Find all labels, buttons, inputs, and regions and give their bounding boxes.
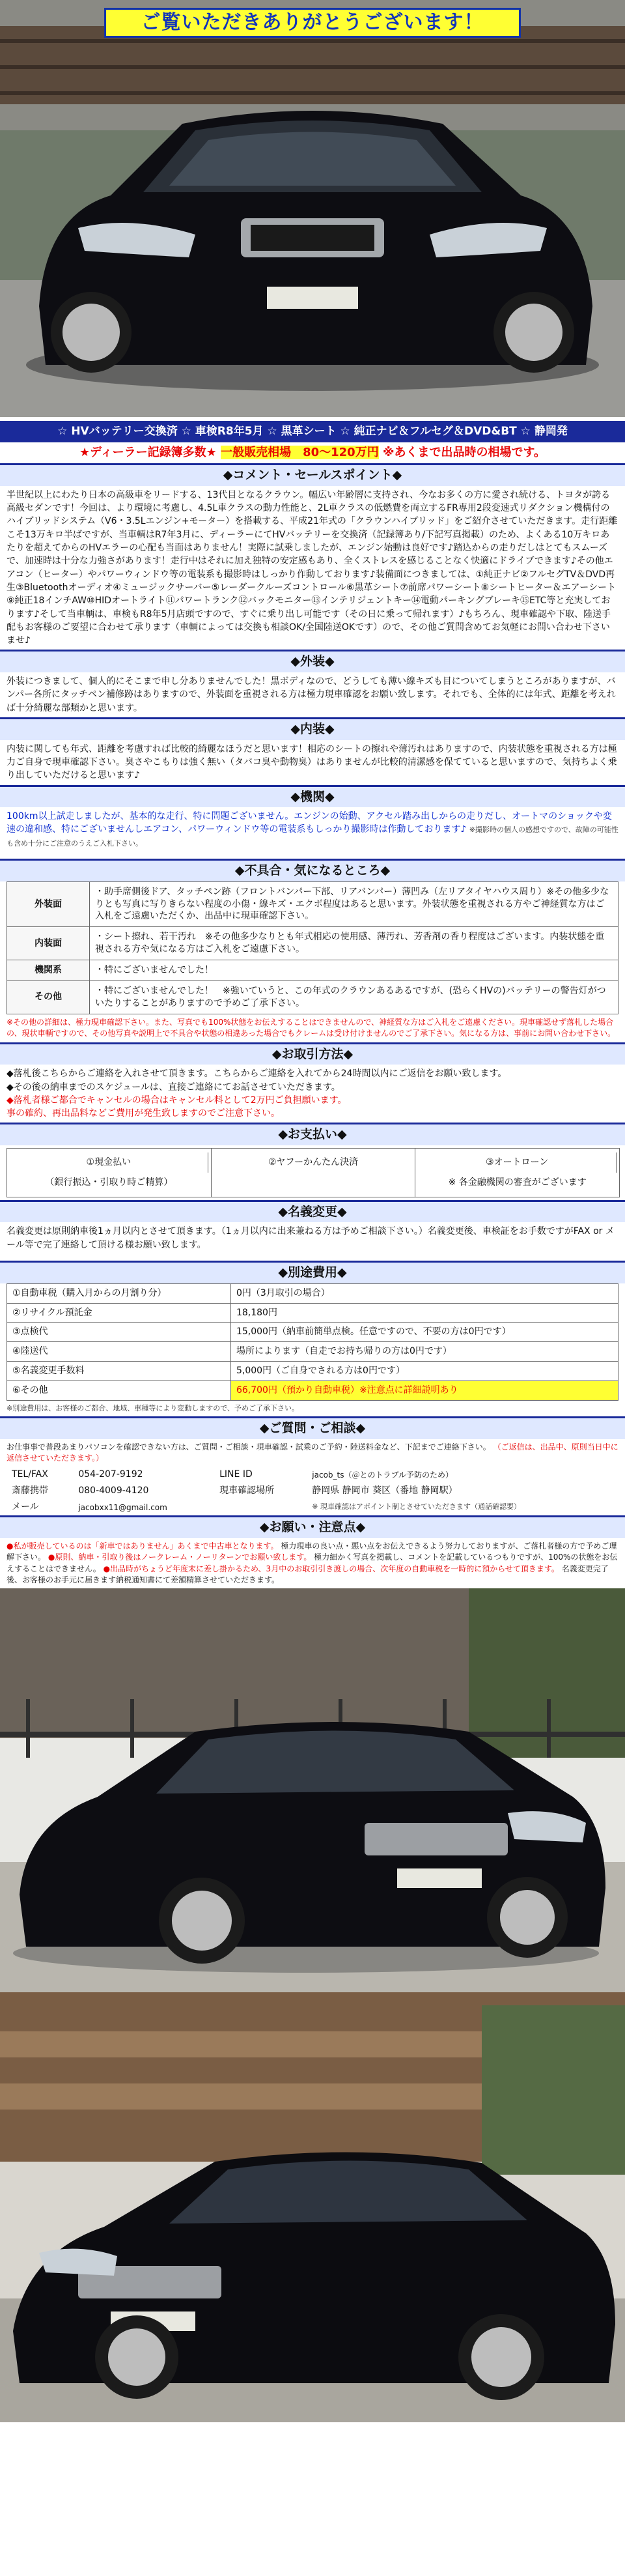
payment-option-label: ②ヤフーかんたん決済 [268,1157,359,1168]
contact-title: ◆ご質問・ご相談◆ [0,1416,625,1439]
table-row [7,1342,618,1362]
car-photo-rear-angle [0,1992,625,2422]
line-value[interactable]: jacob_ts（＠とのトラブル予防のため） [312,1470,454,1480]
thanks-banner [104,8,521,38]
delivery-block [0,1065,625,1123]
payment-option-cash [7,1149,212,1197]
notice-title: ◆お願い・注意点◆ [0,1515,625,1538]
place-note: ※ 現車確認はアポイント制とさせていただきます（通話確認要） [312,1502,521,1511]
table-row [7,1303,618,1323]
notice-text-5: ●出品時がちょうど年度末に差し掛かるため、3月中のお取引引き渡しの場合、次年度の自動車税を一時的に預からせて頂きます。 [103,1564,559,1573]
cost-label: ③点検代 [7,1323,231,1342]
mechanics-body: 100km以上試走しましたが、基本的な走行、特に問題ございません。エンジンの始動、アクセル踏み出しからの走りだし、オートマのショックや変速の違和感、特にございませんしエアコン、パワーウィンドウ等の電装系もしっかり撮影時は作動しております♪ [7,811,612,835]
defect-label: 機関系 [7,960,90,981]
notice-text-3: ●原則、納車・引取り後はノークレーム・ノーリターンでお願い致します。 [48,1553,312,1562]
notice-text-4: 極力細かく写真を掲載し、コメントを記載しているつもりですが、100%の状態をお伝えすることはできません。 [7,1553,618,1573]
mobile-value[interactable]: 080-4009-4120 [78,1485,149,1496]
delivery-text-3: ◆落札者様ご都合でキャンセルの場合はキャンセル料として2万円ご負担願います。 [7,1095,347,1106]
table-row [7,1323,618,1342]
defect-text: ・助手席側後ドア、タッチペン跡（フロントバンパー下部、リアバンパー）薄凹み（左リアタイヤハウス周り）※その他多少なりとも写真に写りきらない程度の小傷・線キズ・エクボ程度はあると思います。外装状態を重視される方やご神経質な方はご入札をご遠慮いただくか、出品中に現車確認下さい。 [90,881,618,927]
table-row [7,1483,618,1499]
payment-option-label: ③オートローン [418,1152,617,1173]
line-label: LINE ID [219,1469,253,1480]
cost-value: 15,000円（納車前簡単点検。任意ですので、不要の方は0円です） [230,1323,618,1342]
contact-table [7,1467,618,1515]
defect-text: ・特にございませんでした！ ※強いていうと、この年式のクラウンあるあるですが、(恐らくHVの)バッテリーの警告灯がついたりすることがありますので予めご了承下さい。 [90,981,618,1014]
cost-label: ⑥その他 [7,1381,231,1401]
mechanics-text [0,807,625,852]
defect-label: 外装面 [7,881,90,927]
cost-label: ⑤名義変更手数料 [7,1362,231,1381]
delivery-title: ◆お取引方法◆ [0,1042,625,1065]
comment-text: 半世紀以上にわたり日本の高級車をリードする、13代目となるクラウン。幅広い年齢層に支持され、今なお多くの方に愛され続ける、トヨタが誇る高級セダンです！今回は、より環境に考慮し、4.5L車クラスの動力性能と、2L車クラスの低燃費を両立するFR専用2段変速式リダクション機構付のハイブリッドシステム（V6・3.5Lエンジン+モーター）を搭載する、平成21年式の「クラウンハイブリッド」をご紹介させていただきます。走行距離こそ13万キロ半ばですが、当車輌はR7年3月に、ディーラーにてHVバッテリーを交換済（記録簿あり/下記写真掲載）のため、よくある10万キロあたりを超えてからのHVエラーの心配も当面はありません！実際に試乗しましたが、エンジン始動は良好です♪踏込からの走りだしはとてもスムーズで、加速時は十分な力強さがあります！走行中はそれに加え独特の安定感もあり、全くストレスを感じることなく快適にドライブできます♪その他エアコン（ヒーター）やパワーウィンドウ等の電装系も撮影時はしっかり作動しております♪装備面につきましては、①純正ナビ②フルセグTV＆DVD再生③Bluetoothオーディオ④ミュージックサーバー⑤レーダークルーズコントロール⑥黒革シート⑦前席パワーシート⑧シートヒーター＆エアーシート⑨純正18インチAW⑩HIDオートライト⑪パワートランク⑫バックモニター⑬インテリジェントキー⑭電動パーキングブレーキ⑮ETC等と充実しております♪そして当車輌は、車検もR8年5月店頭ですので、すぐに乗り出し可能です（その日に乗って帰れます）♪もちろん、現車確認や下取、陸送手配もお客様のご要望に合わせて承ります（車輌によっては交換も相談OK/全国陸送OKです）ので、その他ご質問含めてお気軽にお問い合わせ下さいませ♪ [7,489,618,646]
notice-text-6: 名義変更完了後、お客様のお手元に届きます納税通知書にて差額精算させていただきます。 [7,1564,609,1584]
defect-text: ・シート擦れ、若干汚れ ※その他多少なりとも年式相応の使用感、薄汚れ、芳香剤の香り程度はございます。内装状態を重視される方や気になる方はご入札をご遠慮下さい。 [90,927,618,960]
defect-label: 内装面 [7,927,90,960]
notice-text-1: ●私が販売しているのは「新車ではありません」あくまで中古車となります。 [7,1541,279,1551]
defects-table [7,881,618,1014]
payment-option-label: ①現金払い [10,1152,208,1173]
table-row [7,881,618,927]
notice-block [0,1538,625,1589]
exterior-title: ◆外装◆ [0,650,625,672]
costs-table [7,1283,618,1401]
table-row [7,981,618,1014]
table-row [7,1381,618,1401]
defect-label: その他 [7,981,90,1014]
contact-lead-text: お仕事事で普段あまりパソコンを確認できない方は、ご質問・ご相談・現車確認・試乗のご予約・陸送料金など、下記までご連絡下さい。 [7,1442,491,1452]
contact-lead [0,1439,625,1467]
cost-value: 場所によります（自走でお持ち帰りの方は0円です） [230,1342,618,1362]
table-row [7,1467,618,1483]
defects-warning: ※その他の詳細は、極力現車確認下さい。また、写真でも100%状態をお伝えすることはできませんので、神経質な方はご入札をご遠慮ください。現車確認せず落札した場合の、現状車輌ですので、その他写真や説明上で不具合や状態の相違あった場合でもクレームは受け付けませんのでご了承下さい。気になる方は、事前にお問い合わせ下さい。 [7,1017,616,1038]
interior-text: 内装に関しても年式、距離を考慮すれば比較的綺麗なほうだと思います！相応のシートの擦れや薄汚れはありますので、内装状態を重視される方は極力ご自身で現車確認下さい。臭さやこもりは強く無い（タバコ臭や動物臭）はありませんが比較的清潔感を保てていると思いますので、気持ちよく乗り出していただけると思います♪ [7,743,617,781]
payment-options [7,1148,620,1197]
cost-value: 0円（3月取引の場合） [230,1283,618,1303]
table-row [7,927,618,960]
costs-title: ◆別途費用◆ [0,1261,625,1283]
defects-title: ◆不具合・気になるところ◆ [0,859,625,881]
contact-lead-red: （ご返信は、出品中、原則当日中に返信させていただきます。） [7,1442,618,1463]
price-line-middle: 一般販売相場 80～120万円 [221,445,379,459]
costs-note: ※別途費用は、お客様のご都合、地域、車種等により変動しますので、予めご了承下さい。 [7,1404,299,1413]
thanks-banner-text: ご覧いただきありがとうございます！ [141,10,484,34]
payment-option-loan [415,1149,619,1197]
notice-text-2: 極力現車の良い点・悪い点をお伝えできるよう努力しておりますが、ご落札者様の方で予めご理解下さい。 [7,1541,617,1562]
place-value: 静岡県 静岡市 葵区（番地 静岡駅） [312,1485,458,1496]
table-row [7,1362,618,1381]
payment-option-sub: ※ 各金融機関の審査がございます [448,1177,587,1188]
tel-value[interactable]: 054-207-9192 [78,1469,143,1480]
table-row [7,1499,618,1515]
cost-label: ①自動車税（購入月からの月割り分） [7,1283,231,1303]
cost-value: 5,000円（ご自身でされる方は0円です） [230,1362,618,1381]
comment-title: ◆コメント・セールスポイント◆ [0,463,625,486]
mechanics-title: ◆機関◆ [0,785,625,808]
rename-title: ◆名義変更◆ [0,1200,625,1223]
cost-value: 66,700円（預かり自動車税）※注意点に詳細説明あり [230,1381,618,1401]
payment-option-sub: （銀行振込・引取り時ご精算） [45,1177,173,1188]
delivery-text-1: ◆落札後こちらからご連絡を入れさせて頂きます。こちらからご連絡を入れてから24時間以内にご返信をお願い致します。 [7,1068,507,1080]
price-line-left: ★ディーラー記録簿多数★ [79,445,217,459]
payment-title: ◆お支払い◆ [0,1123,625,1145]
delivery-text-2: ◆その後の納車までのスケジュールは、直接ご連絡にてお話させていただきます。 [7,1081,340,1093]
defect-text: ・特にございませんでした！ [90,960,618,981]
car-photo-front [0,0,625,417]
header-strip: ☆ HVバッテリー交換済 ☆ 車検R8年5月 ☆ 黒革シート ☆ 純正ナビ＆フルセグ＆DVD&BT ☆ 静岡発 [0,421,625,442]
mechanics-note: ※撮影時の個人の感想ですので、故障の可能性も含め十分にご注意のうえご入札下さい。 [7,825,618,848]
interior-title: ◆内装◆ [0,717,625,740]
cost-label: ②リサイクル預託金 [7,1303,231,1323]
table-row [7,960,618,981]
mail-label: メール [12,1502,39,1513]
delivery-text-4: 事の確約、再出品料などご費用が発生致しますのでご注意下さい。 [7,1108,280,1119]
tel-label: TEL/FAX [12,1469,48,1480]
table-row [7,1283,618,1303]
price-line [0,442,625,463]
place-label: 現車確認場所 [219,1485,275,1496]
car-photo-side [0,1588,625,1992]
cost-value: 18,180円 [230,1303,618,1323]
price-line-right: ※あくまで出品時の相場です。 [382,445,546,459]
cost-label: ④陸送代 [7,1342,231,1362]
payment-option-yahoo [212,1149,416,1197]
mail-value[interactable]: jacobxx11@gmail.com [78,1502,167,1512]
exterior-text: 外装につきまして、個人的にそこまで申し分ありませんでした！黒ボディなので、どうしても薄い線キズも目についてしまうところがありますが、バンパー各所にタッチペン補修跡はありますので、外装面を重視される方は極力現車確認をお願い致します。それでも、全体的には年式、距離を考えれば十分綺麗な部類かと思います。 [7,676,616,713]
rename-text: 名義変更は原則納車後1ヵ月以内とさせて頂きます。（1ヵ月以内に出来兼ねる方は予めご相談下さい。）名義変更後、車検証をお手数ですがFAX or メール等で完了連絡して頂ける様お願い致します。 [7,1226,615,1250]
mobile-label: 斎藤携帯 [12,1485,48,1496]
